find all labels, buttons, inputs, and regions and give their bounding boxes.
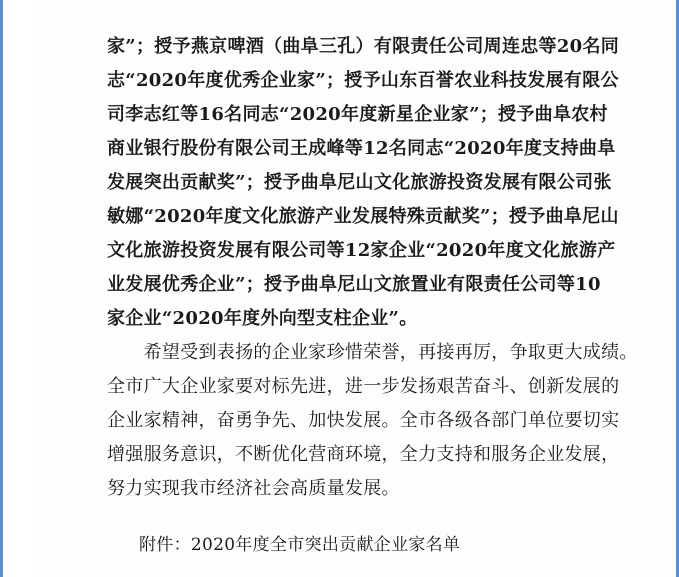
text-line: 商业银行股份有限公司王成峰等12名同志“2020年度支持曲阜 xyxy=(107,138,616,159)
text-line: 业发展优秀企业”；授予曲阜尼山文旅置业有限责任公司等10 xyxy=(107,274,601,295)
text-line: 文化旅游投资发展有限公司等12家企业“2020年度文化旅游产 xyxy=(107,240,616,261)
text-line: 发展突出贡献奖”；授予曲阜尼山文化旅游投资发展有限公司张 xyxy=(107,172,612,193)
text-line: 全市广大企业家要对标先进，进一步发扬艰苦奋斗、创新发展的 xyxy=(107,376,620,397)
text-line: 增强服务意识，不断优化营商环境，全力支持和服务企业发展， xyxy=(107,444,620,465)
text-line: 家企业“2020年度外向型支柱企业”。 xyxy=(107,308,418,329)
text-line: 敏娜“2020年度文化旅游产业发展特殊贡献奖”；授予曲阜尼山 xyxy=(107,206,619,227)
document-page xyxy=(33,0,673,577)
text-line: 家”；授予燕京啤酒（曲阜三孔）有限责任公司周连忠等20名同 xyxy=(107,36,620,57)
text-line: 志“2020年度优秀企业家”；授予山东百誉农业科技发展有限公 xyxy=(107,70,619,91)
text-line: 企业家精神，奋勇争先、加快发展。全市各级各部门单位要切实 xyxy=(107,410,620,431)
text-line: 希望受到表扬的企业家珍惜荣誉，再接再厉，争取更大成绩。 xyxy=(107,342,638,363)
text-line: 努力实现我市经济社会高质量发展。 xyxy=(107,478,400,499)
text-line: 司李志红等16名同志“2020年度新星企业家”；授予曲阜农村 xyxy=(107,104,608,125)
attachment-line: 附件：2020年度全市突出贡献企业家名单 xyxy=(139,535,461,555)
